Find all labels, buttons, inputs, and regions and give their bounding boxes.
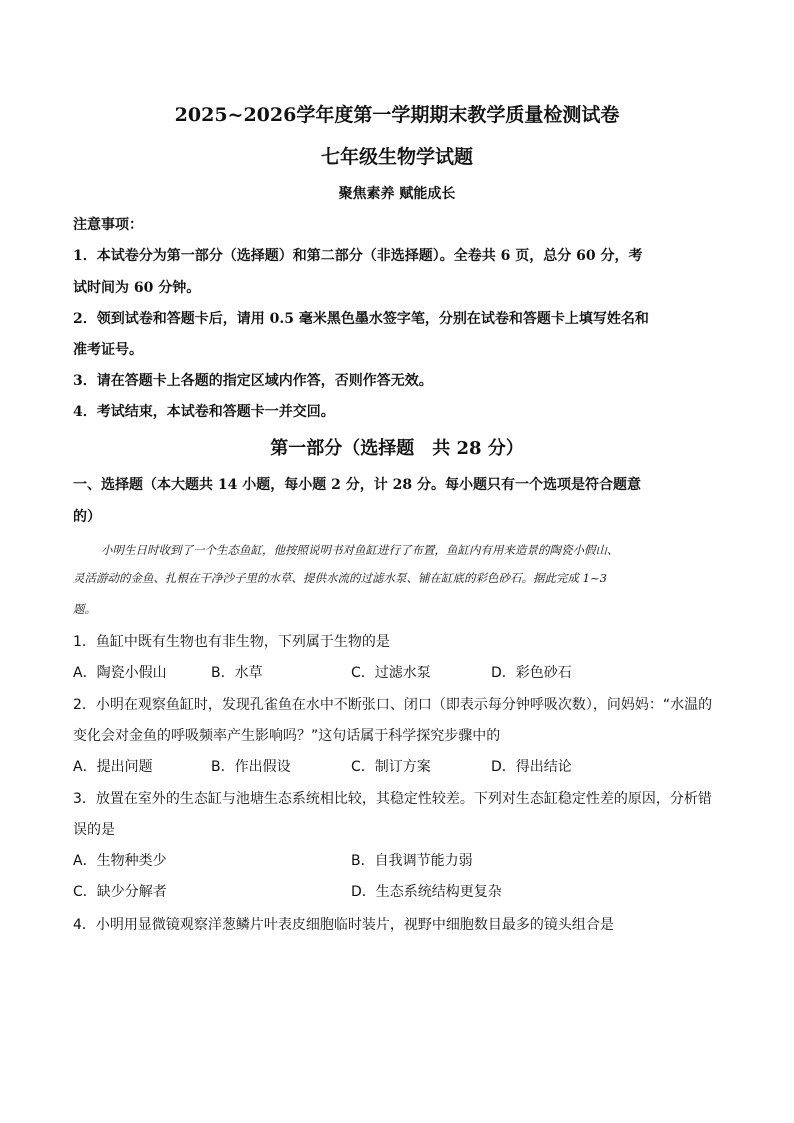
section-heading-line-1: 一、选择题（本大题共 14 小题，每小题 2 分，计 28 分。每小题只有一个选项是符合题意	[73, 477, 641, 493]
passage-line-1: 小明生日时收到了一个生态鱼缸，他按照说明书对鱼缸进行了布置，鱼缸内有用来造景的陶瓷小假山、	[101, 543, 619, 557]
slogan: 聚焦素养 赋能成长	[338, 186, 456, 202]
question-2-option-d: D．得出结论	[491, 759, 572, 775]
section-heading-line-2: 的）	[73, 509, 101, 525]
question-2-stem-line-1: 2．小明在观察鱼缸时，发现孔雀鱼在水中不断张口、闭口（即表示每分钟呼吸次数），问妈妈：“水温的	[73, 697, 713, 713]
question-4-stem: 4．小明用显微镜观察洋葱鳞片叶表皮细胞临时装片，视野中细胞数目最多的镜头组合是	[73, 917, 614, 933]
question-3-stem-line-2: 误的是	[73, 822, 115, 838]
question-1-option-c: C．过滤水泵	[351, 665, 431, 681]
question-1-option-a: A．陶瓷小假山	[73, 665, 167, 681]
question-3-option-c: C．缺少分解者	[73, 884, 167, 900]
question-2-stem-line-2: 变化会对金鱼的呼吸频率产生影响吗？”这句话属于科学探究步骤中的	[73, 728, 501, 744]
note-item-1-line-2: 试时间为 60 分钟。	[73, 280, 201, 296]
question-2-option-b: B．作出假设	[211, 759, 291, 775]
question-3-option-a: A．生物种类少	[73, 853, 167, 869]
question-2-option-c: C．制订方案	[351, 759, 431, 775]
question-3-option-d: D．生态系统结构更复杂	[351, 884, 502, 900]
question-2-option-a: A．提出问题	[73, 759, 153, 775]
note-item-1-line-1: 1．本试卷分为第一部分（选择题）和第二部分（非选择题）。全卷共 6 页，总分 60 分，考	[73, 248, 643, 264]
notes-heading: 注意事项：	[73, 217, 143, 233]
subject-title: 七年级生物学试题	[320, 146, 473, 168]
question-1-stem: 1．鱼缸中既有生物也有非生物，下列属于生物的是	[73, 634, 390, 650]
question-1-option-b: B．水草	[211, 665, 263, 681]
question-1-option-d: D．彩色砂石	[491, 665, 572, 681]
note-item-3: 3．请在答题卡上各题的指定区域内作答，否则作答无效。	[73, 373, 433, 389]
question-3-option-b: B．自我调节能力弱	[351, 853, 473, 869]
exam-title: 2025~2026学年度第一学期期末教学质量检测试卷	[174, 104, 620, 126]
note-item-4: 4．考试结束，本试卷和答题卡一并交回。	[73, 404, 335, 420]
note-item-2-line-2: 准考证号。	[73, 342, 143, 358]
passage-line-2: 灵活游动的金鱼、扎根在干净沙子里的水草、提供水流的过滤水泵、铺在缸底的彩色砂石。据此完成 1~3	[73, 571, 607, 585]
part-one-heading: 第一部分（选择题 共 28 分）	[270, 438, 524, 459]
note-item-2-line-1: 2．领到试卷和答题卡后，请用 0.5 毫米黑色墨水签字笔，分别在试卷和答题卡上填写姓名和	[73, 311, 649, 327]
question-3-stem-line-1: 3．放置在室外的生态缸与池塘生态系统相比较，其稳定性较差。下列对生态缸稳定性差的原因，分析错	[73, 791, 712, 807]
passage-line-3: 题。	[73, 602, 96, 616]
